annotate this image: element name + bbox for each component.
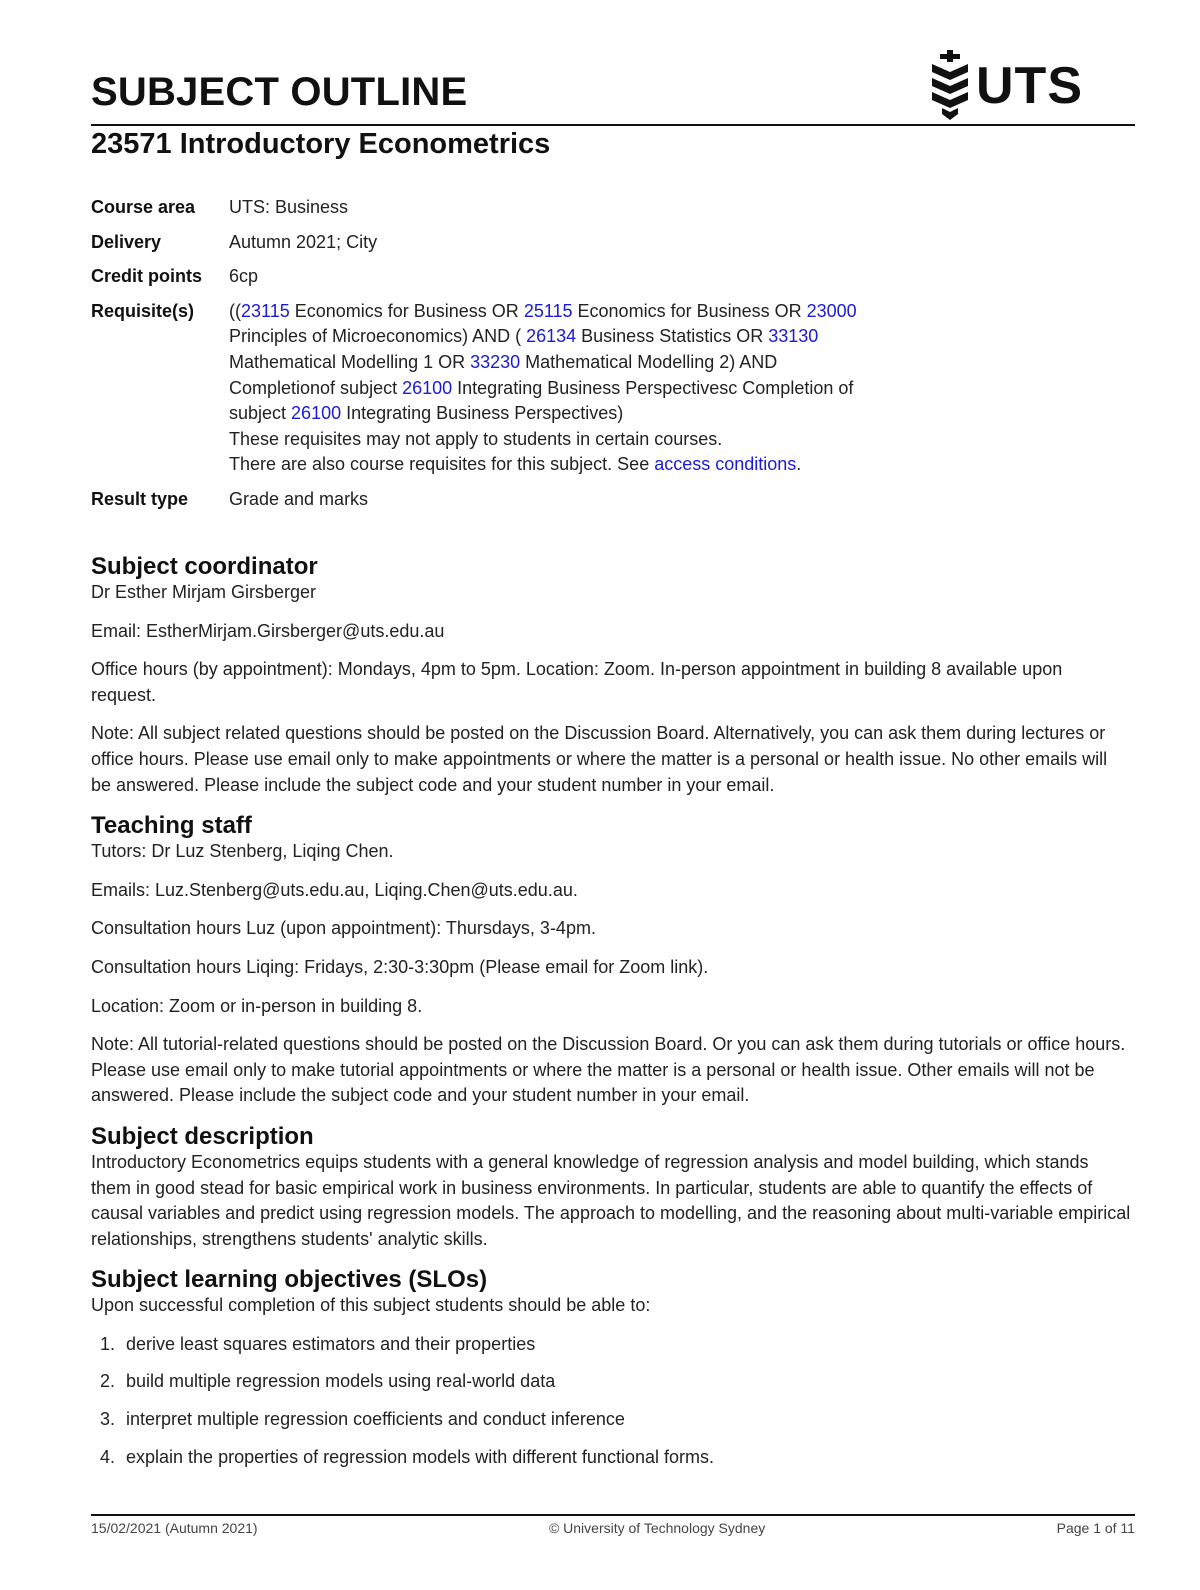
requisites-line-1 — [229, 299, 1131, 325]
list-item-number: 3. — [100, 1409, 116, 1430]
requisites-value — [229, 299, 1131, 478]
req-text: Mathematical Modelling 2) AND — [520, 351, 778, 372]
coordinator-note: Note: All subject related questions should be posted on the Discussion Board. Alternatively, you can ask them during lectures or office hours. Please use email only to make appointments or where the matter is a personal or health issue. No other emails will be answered. Please include the subject code and your student number in your email. — [91, 723, 1108, 795]
list-item-text: explain the properties of regression models with different functional forms. — [126, 1446, 714, 1467]
subject-link-23115[interactable]: 23115 — [241, 300, 290, 321]
description-section — [91, 1122, 1131, 1252]
requisites-line-3 — [229, 350, 1131, 376]
subject-title: 23571 Introductory Econometrics — [91, 128, 551, 160]
course-area-row — [91, 195, 1131, 221]
teaching-staff-note: Note: All tutorial-related questions should be posted on the Discussion Board. Or you can ask them during tutorials or office hours. Please use email only to make tutorial appointments or where the matter is a personal or health issue. Other emails will not be answered. Please include the subject code and your student number in your email. — [91, 1034, 1126, 1106]
result-type-label: Result type — [91, 488, 189, 509]
result-type-value: Grade and marks — [229, 488, 369, 509]
req-text: Business Statistics OR — [576, 326, 769, 347]
subject-link-26134[interactable]: 26134 — [526, 326, 577, 347]
description-text: Introductory Econometrics equips students with a general knowledge of regression analysis and model building, which stands them in good stead for basic empirical work in business environments. In particular, students are able to quantify the effects of causal variables and predict using regression models. The approach to modelling, and the reasoning about multi-variable empirical relationships, strengthens students' analytic skills. — [91, 1151, 1131, 1249]
slos-heading: Subject learning objectives (SLOs) — [91, 1266, 488, 1294]
course-area-value: UTS: Business — [229, 197, 349, 217]
delivery-value: Autumn 2021; City — [229, 231, 378, 252]
description-heading: Subject description — [91, 1122, 314, 1150]
list-item — [91, 1407, 1131, 1433]
consultation-liqing: Consultation hours Liqing: Fridays, 2:30-3:30pm (Please email for Zoom link). — [91, 956, 709, 977]
teaching-staff-heading: Teaching staff — [91, 812, 252, 840]
req-text: Mathematical Modelling 1 OR — [229, 351, 471, 372]
footer-copyright: © University of Technology Sydney — [548, 1520, 766, 1536]
subject-link-26100[interactable]: 26100 — [291, 403, 342, 424]
teaching-staff-section — [91, 811, 1131, 1109]
req-text: There are also course requisites for this subject. See — [229, 454, 655, 475]
req-text: Economics for Business OR — [289, 300, 524, 321]
access-conditions-link[interactable]: access conditions — [654, 454, 797, 475]
subject-details — [91, 195, 1131, 522]
subject-link-23000[interactable]: 23000 — [806, 300, 857, 321]
credit-points-value: 6cp — [229, 266, 259, 287]
list-item — [91, 1445, 1131, 1471]
subject-link-33230[interactable]: 33230 — [470, 351, 521, 372]
subject-link-33130[interactable]: 33130 — [768, 326, 819, 347]
subject-link-26100[interactable]: 26100 — [402, 377, 453, 398]
delivery-row — [91, 230, 1131, 256]
tutor-location: Location: Zoom or in-person in building 8. — [91, 995, 423, 1016]
footer-page-number: Page 1 of 11 — [1056, 1520, 1135, 1536]
slos-list — [91, 1332, 1131, 1470]
credit-points-row — [91, 264, 1131, 290]
list-item-number: 4. — [100, 1446, 116, 1467]
coordinator-office-hours: Office hours (by appointment): Mondays, 4pm to 5pm. Location: Zoom. In-person appointment in building 8 available upon request. — [91, 659, 1063, 705]
req-text: Integrating Business Perspectivesc Completion of — [452, 377, 854, 398]
requisites-line-2 — [229, 324, 1131, 350]
requisites-line-5 — [229, 401, 1131, 427]
list-item-number: 1. — [100, 1333, 116, 1354]
slos-intro: Upon successful completion of this subject students should be able to: — [91, 1295, 651, 1316]
req-text: (( — [229, 300, 241, 321]
document-title: SUBJECT OUTLINE — [91, 70, 468, 114]
list-item-text: interpret multiple regression coefficients and conduct inference — [126, 1409, 625, 1430]
course-requisites-note — [229, 452, 1131, 478]
list-item-number: 2. — [100, 1371, 116, 1392]
req-text: Completionof subject — [229, 377, 403, 398]
requisites-line-4 — [229, 376, 1131, 402]
uts-logo — [928, 50, 1083, 122]
uts-logo-text: UTS — [976, 57, 1083, 115]
course-area-label: Course area — [91, 197, 196, 217]
req-text: subject — [229, 403, 292, 424]
header-divider — [91, 124, 1135, 126]
list-item-text: derive least squares estimators and their properties — [126, 1333, 536, 1354]
uts-crest-icon — [928, 50, 972, 122]
requisites-row — [91, 299, 1131, 478]
tutor-emails: Emails: Luz.Stenberg@uts.edu.au, Liqing.Chen@uts.edu.au. — [91, 879, 578, 900]
subject-link-25115[interactable]: 25115 — [523, 300, 573, 321]
slos-section — [91, 1265, 1131, 1470]
coordinator-heading: Subject coordinator — [91, 553, 318, 580]
credit-points-label: Credit points — [91, 266, 202, 287]
req-text: Economics for Business OR — [572, 300, 807, 321]
req-text: Integrating Business Perspectives) — [341, 403, 624, 424]
footer-date: 15/02/2021 (Autumn 2021) — [91, 1520, 258, 1536]
footer-divider — [91, 1514, 1135, 1516]
req-text: Principles of Microeconomics) AND ( — [229, 326, 522, 347]
requisites-note: These requisites may not apply to students in certain courses. — [229, 428, 723, 449]
coordinator-name: Dr Esther Mirjam Girsberger — [91, 582, 317, 602]
result-type-row — [91, 487, 1131, 513]
consultation-luz: Consultation hours Luz (upon appointment): Thursdays, 3-4pm. — [91, 918, 596, 939]
list-item — [91, 1369, 1131, 1395]
tutors: Tutors: Dr Luz Stenberg, Liqing Chen. — [91, 841, 394, 862]
list-item-text: build multiple regression models using real-world data — [126, 1371, 556, 1392]
req-text: . — [796, 454, 802, 475]
outline-content — [91, 552, 1131, 1482]
footer — [91, 1520, 1135, 1536]
requisites-label: Requisite(s) — [91, 300, 195, 321]
delivery-label: Delivery — [91, 231, 162, 252]
coordinator-email: Email: EstherMirjam.Girsberger@uts.edu.au — [91, 620, 445, 641]
list-item — [91, 1332, 1131, 1358]
coordinator-section — [91, 552, 1131, 798]
